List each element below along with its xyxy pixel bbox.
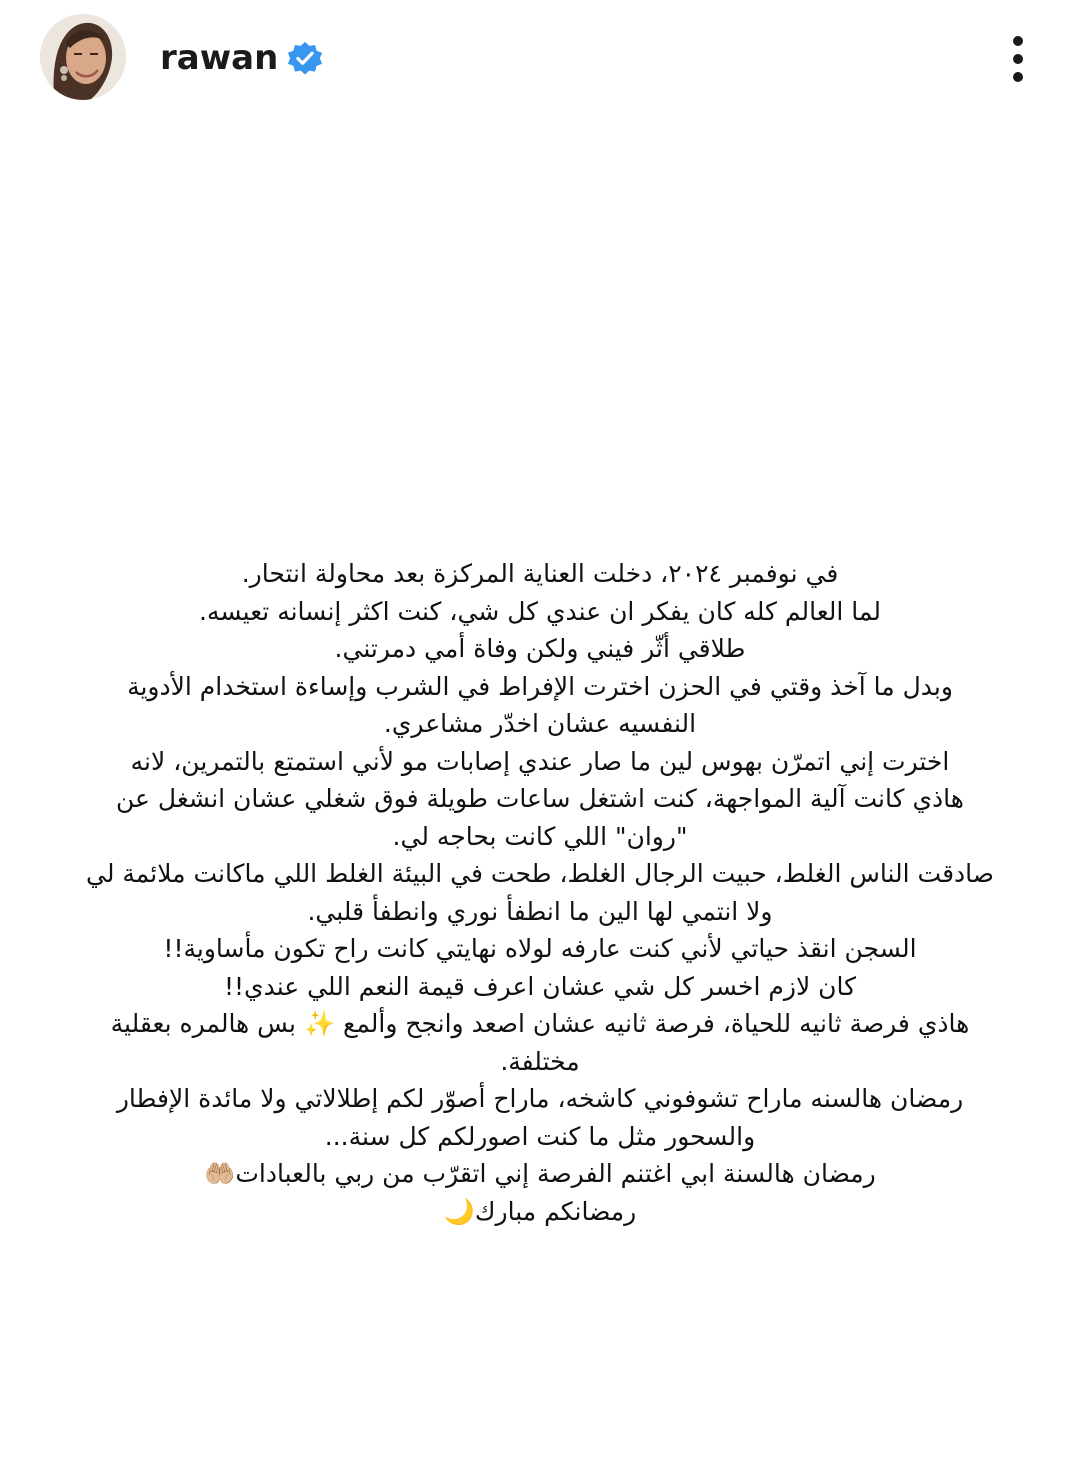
more-vertical-icon-dot xyxy=(1013,54,1023,64)
more-vertical-icon-dot xyxy=(1013,72,1023,82)
post-line: النفسيه عشان اخدّر مشاعري. xyxy=(383,709,697,738)
more-options-button[interactable] xyxy=(998,30,1038,88)
post-line: في نوفمبر ٢٠٢٤، دخلت العناية المركزة بعد محاولة انتحار. xyxy=(241,559,839,588)
post-line: مختلفة. xyxy=(500,1046,580,1076)
post-line: هاذي كانت آلية المواجهة، كنت اشتغل ساعات طويلة فوق شغلي عشان انشغل عن xyxy=(116,784,964,813)
verified-badge-icon xyxy=(286,40,324,78)
post-line: والسحور مثل ما كنت اصورلكم كل سنة... xyxy=(324,1121,756,1151)
post-line: وبدل ما آخذ وقتي في الحزن اخترت الإفراط في الشرب وإساءة استخدام الأدوية xyxy=(127,671,953,701)
post-line: رمضانكم مبارك🌙 xyxy=(443,1196,637,1226)
more-vertical-icon xyxy=(1013,36,1023,46)
post-line: صادقت الناس الغلط، حبيت الرجال الغلط، طحت في البيئة الغلط اللي ماكانت ملائمة لي xyxy=(86,859,994,888)
post-line: لما العالم كله كان يفكر ان عندي كل شي، كنت اكثر إنسانه تعيسه. xyxy=(199,596,881,626)
username[interactable]: rawan xyxy=(160,38,279,78)
post-line: اخترت إني اتمرّن بهوس لين ما صار عندي إصابات مو لأني استمتع بالتمرين، لانه xyxy=(130,746,950,776)
post-line: رمضان هالسنة ابي اغتنم الفرصة إني اتقرّب من ربي بالعبادات🤲🏼 xyxy=(204,1159,876,1188)
post-line: طلاقي أثّر فيني ولكن وفاة أمي دمرتني. xyxy=(334,634,746,663)
post-line: رمضان هالسنه ماراح تشوفوني كاشخه، ماراح أصوّر لكم إطلالاتي ولا مائدة الإفطار xyxy=(116,1084,964,1113)
post-text xyxy=(40,555,1040,1230)
avatar-photo xyxy=(40,14,126,100)
post-line: كان لازم اخسر كل شي عشان اعرف قيمة النعم اللي عندي!! xyxy=(223,971,857,1001)
post-line: ولا انتمي لها الين ما انطفأ نوري وانطفأ قلبي. xyxy=(307,896,773,926)
avatar[interactable] xyxy=(40,14,126,100)
post-line: السجن انقذ حياتي لأني كنت عارفه لولاه نهايتي كانت راح تكون مأساوية!! xyxy=(163,934,917,963)
post-line: "روان" اللي كانت بحاجه لي. xyxy=(392,821,688,851)
post-header xyxy=(0,0,1080,120)
post-line: هاذي فرصة ثانيه للحياة، فرصة ثانيه عشان اصعد وانجح وألمع ✨ بس هالمره بعقلية xyxy=(110,1009,970,1038)
